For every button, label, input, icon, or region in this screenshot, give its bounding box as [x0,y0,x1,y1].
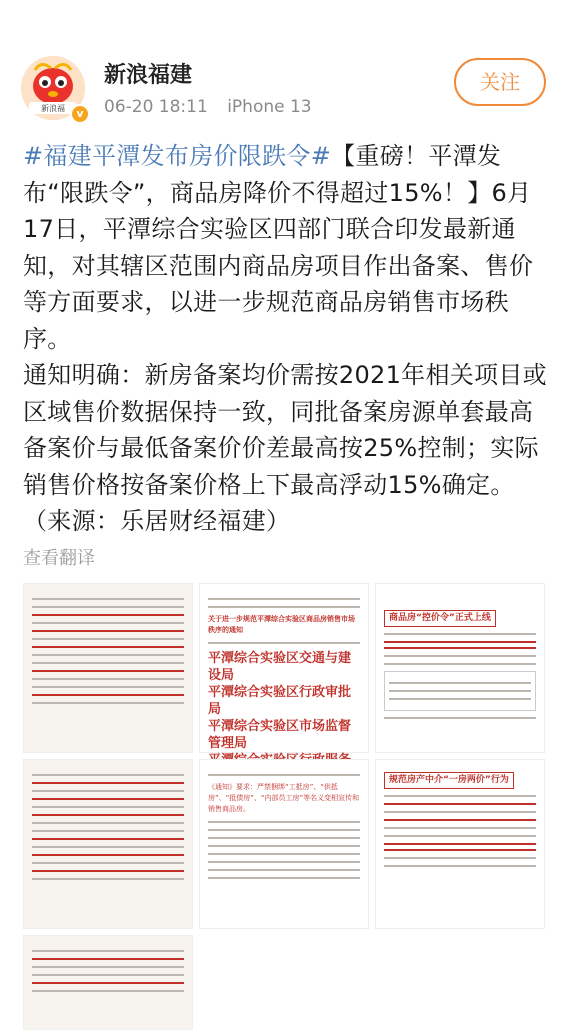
post-paragraph-1-text: 【重磅！平潭发布“限跌令”，商品房降价不得超过15%！】6月17日，平潭综合实验区四部门联合印发最新通知，对其辖区范围内商品房项目作出备案、售价等方面要求，以进一步规范商品房销售市场秩序。 [23,142,534,353]
post-image-5[interactable] [199,759,369,929]
image-2-agency-1: 平潭综合实验区交通与建设局 [208,651,352,683]
status-bar [0,0,563,36]
post-device: iPhone 13 [227,97,312,117]
post-image-4[interactable] [23,759,193,929]
image-5-text: 《通知》要求：严禁捆绑“工抵房”、“供抵房”、“抵债房”、“内部员工房”等名义变相宣传和销售商品房。 [208,783,360,813]
image-6-heading: 规范房产中介“一房两价”行为 [384,772,514,789]
translate-link[interactable]: 查看翻译 [23,548,95,569]
post-paragraph-1 [23,138,548,357]
image-3-heading: 商品房“控价令”正式上线 [384,610,496,627]
verified-badge-icon: v [70,104,90,124]
topic-link[interactable]: #福建平潭发布房价限跌令# [23,142,332,170]
image-2-title: 关于进一步规范平潭综合实验区商品房销售市场秩序的通知 [208,615,355,634]
author-name[interactable]: 新浪福建 [104,63,193,88]
post-image-7[interactable] [23,935,193,1030]
svg-text:新浪福: 新浪福 [41,104,65,113]
post-image-6[interactable] [375,759,545,929]
post-body [23,138,548,540]
image-2-agency-3: 平潭综合实验区市场监督管理局 [208,719,352,751]
image-2-agency-2: 平潭综合实验区行政审批局 [208,685,352,717]
post-paragraph-2: 通知明确：新房备案均价需按2021年相关项目或区域售价数据保持一致，同批备案房源单套最高备案价与最低备案价价差最高按25%控制；实际销售价格按备案价格上下最高浮动15%确定。（来源：乐居财经福建） [23,361,547,535]
post-image-2[interactable] [199,583,369,753]
post-date: 06-20 18:11 [104,97,208,117]
post-meta [104,97,326,117]
follow-button[interactable]: 关注 [454,58,546,106]
post-image-3[interactable] [375,583,545,753]
post-image-1[interactable] [23,583,193,753]
